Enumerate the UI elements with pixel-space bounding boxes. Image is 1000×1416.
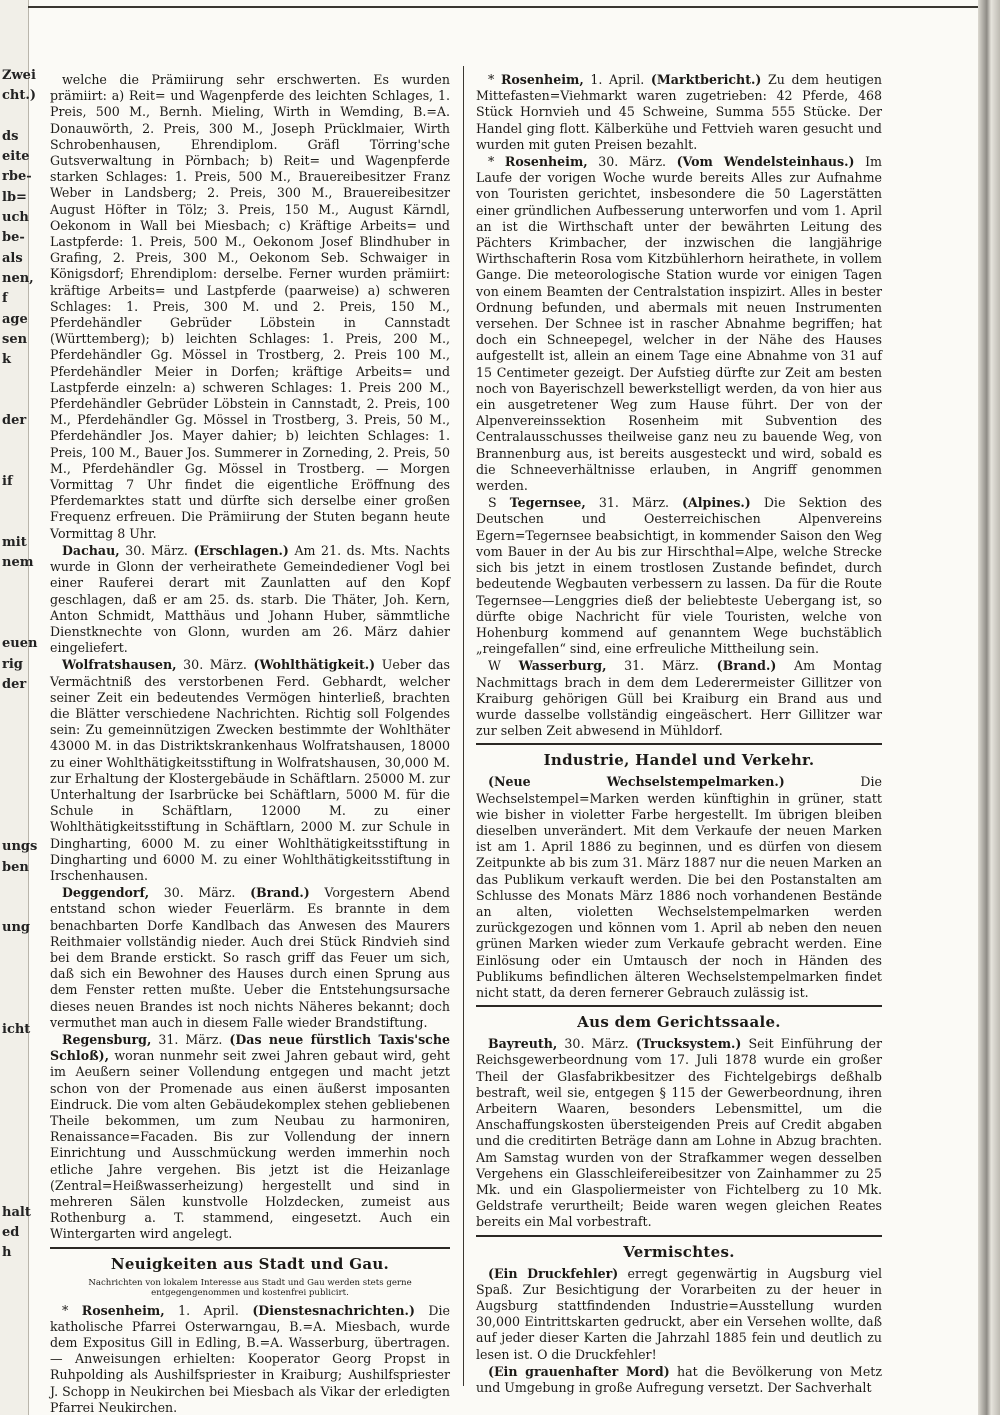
article-text: Die katholische Pfarrei Osterwarngau, B.=A. Miesbach, wurde dem Expositus Gill in Edling, B.=A. Wasserburg, übertragen. — Anweisungen erhielten: Kooperator Georg Propst in Ruhpolding als Aushilfspriester in Kraiburg; Aushilfspriester J. Schopp in Neukirchen bei Miesbach als Vikar der erledigten Pfarrei Neukirchen. [50, 1302, 450, 1415]
dateline-place: Wasserburg, [518, 658, 607, 674]
dateline-date: 30. März. [183, 657, 247, 673]
article-mark: W [488, 658, 501, 674]
dateline-date: 30. März. [564, 1036, 629, 1052]
dateline-date: 30. März. [125, 542, 188, 558]
dateline-date: 31. März. [598, 495, 669, 511]
article-text: Ueber das Vermächtniß des verstorbenen Ferd. Gebhardt, welcher seiner Zeit ein bedeutendes Vermögen hinterließ, brachten die Blätter verschiedene Nachrichten. Richtig soll Folgendes sein: Zu gemeinnützigen Zwecken bestimmte der Wohlthäter 43000 M. in das Distriktskrankenhaus Wolfratshausen, 18000 zu einer Wohlthätigkeitsstiftung in Wolfratshausen, 30,000 M. zur Erhaltung der Klostergebäude in Schäftlarn. 25000 M. zur Unterhaltung der Isarbrücke bei Schäftlarn, 5000 M. für die Schule in Schäftlarn, 12000 M. zu einer Wohlthätigkeitsstiftung in Schäftlarn, 2000 M. zur Schule in Dingharting, 6000 M. zu einer Wohlthätigkeitsstiftung in Dingharting und 6000 M. zu einer Wohlthätigkeitsstiftung in Irschenhausen. [50, 657, 451, 883]
article-topic: (Marktbericht.) [650, 72, 762, 87]
article-text: Am 21. ds. Mts. Nachts wurde in Glonn der verheirathete Gemeindediener Vogl bei einer Rauferei derart mit Zaunlatten auf den Kopf geschlagen, daß er am 25. ds. starb. Die Thäter, Joh. Kern, Anton Schmidt, Matthäus und Johann Huber, sämmtliche Dienstknechte von Glonn, wurden am 26. März dahier eingeliefert. [50, 542, 450, 656]
article-praemiirung-continued: welche die Prämiirung sehr erschwerten. Es wurden prämiirt: a) Reit= und Wagenpferde des leichten Schlages, 1. Preis, 500 M., Bernh. Mieling, Wirth in Wemding, B.=A. Donauwörth, 2. Preis, 300 M., Joseph Prücklmaier, Wirth Schrobenhausen, Ehrendiplom. Gräfl Törring'sche Gutsverwaltung in Pörnbach; b) Reit= und Wagenpferde starken Schlages: 1. Preis, 500 M., Brauereibesitzer Franz Weber in Landsberg; 2. Preis, 300 M., Brauereibesitzer August Höfter in Tölz; 3. Preis, 150 M., August Kärndl, Oekonom in Wall bei Miesbach; c) Kräftige Arbeits= und Lastpferde: 1. Preis, 500 M., Oekonom Josef Blindhuber in Grafing, 2. Preis, 300 M., Oekonom Seb. Schwaiger in Königsdorf; Ehrendiplom: derselbe. Ferner wurden prämiirt: kräftige Arbeits= und Lastpferde (paarweise) a) schweren Schlages: 1. Preis, 300 M. und 2. Preis, 150 M., Pferdehändler Gebrüder Löbstein in Cannstadt (Württemberg); b) leichten Schlages: 1. Preis, 200 M., Pferdehändler Gg. Mössel in Trostberg, 2. Preis 100 M., Pferdehändler Meier in Dorfen; kräftige Arbeits= und Lastpferde einzeln: a) schweren Schlages: 1. Preis 200 M., Pferdehändler Gebrüder Löbstein in Cannstadt, 2. Preis, 100 M., Pferdehändler Gg. Mössel in Trostberg, 3. Preis, 50 M., Pferdehändler Jos. Mayer dahier; b) leichten Schlages: 1. Preis, 100 M., Bauer Jos. Summerer in Zorneding, 2. Preis, 50 M., Pferdehändler Gg. Mössel in Trostberg. — Morgen Vormittag 7 Uhr findet die eigentliche Eröffnung des Pferdemarktes statt und dürfte sich derselbe einer großen Frequenz erfreuen. Die Prämiirung der Stuten begann heute Vormittag 8 Uhr. [50, 72, 450, 541]
page-binding-edge [978, 0, 1000, 1415]
article-text: Am Montag Nachmittags brach in dem dem Lederermeister Gillitzer von Kraiburg gehörigen Güll bei Kraiburg ein Brand aus und wurde dasselbe vollständig eingeäschert. Herr Gillitzer war zur selben Zeit abwesend in Mühldorf. [476, 658, 882, 739]
article-text: Vorgestern Abend entstand schon wieder Feuerlärm. Es brannte in dem benachbarten Dorfe Kandlbach das Anwesen des Maurers Reithmaier vollständig nieder. Auch drei Stück Rindvieh sind bei dem Brande erstickt. So rasch griff das Feuer um sich, daß sich ein Bewohner des Hauses durch einen Sprung aus dem Fenster retten mußte. Ueber die Entstehungsursache dieses neuen Brandes ist noch nichts Näheres bekannt; doch vermuthet man auch in diesem Falle wieder Brandstiftung. [50, 885, 450, 1030]
dateline-place: Deggendorf, [62, 885, 150, 901]
section-rule [476, 1005, 882, 1007]
article-topic: (Das neue fürstlich Taxis'sche Schloß), [50, 1031, 450, 1064]
article-deggendorf [50, 885, 450, 1031]
dateline-place: Tegernsee, [509, 495, 586, 511]
article-topic: (Brand.) [716, 658, 777, 674]
article-text: Die Wechselstempel=Marken werden künftighin in grüner, statt wie bisher in violetter Farbe hergestellt. Im übrigen bleiben dieselben unverändert. Mit dem Verkaufe der neuen Marken ist am 1. April 1886 zu beginnen, und es dürfen von diesem Zeitpunkte ab bis zum 31. März 1887 nur die neuen Marken an das Publikum verkauft werden. Die bei den Postanstalten am Schlusse des Monats März 1886 noch vorhandenen Bestände an alten, violetten Wechselstempelmarken werden zurückgezogen und können vom 1. April ab neben den neuen grünen Marken wieder zum Verkaufe gebracht werden. Eine Einlösung oder ein Umtausch der noch in Händen des Publikums befindlichen älteren Wechselstempelmarken findet nicht statt, da deren fernerer Gebrauch zulässig ist. [476, 774, 882, 1000]
dateline-date: 30. März. [598, 154, 666, 170]
article-druckfehler [476, 1266, 882, 1363]
dateline-place: Rosenheim, [81, 1302, 165, 1318]
dateline-date: 1. April. [178, 1302, 239, 1318]
article-topic: (Alpines.) [682, 495, 751, 511]
article-topic: (Ein grauenhafter Mord) [488, 1363, 670, 1379]
section-title-gerichtssaal: Aus dem Gerichtssaale. [577, 1013, 781, 1032]
article-mark: * [62, 1302, 69, 1318]
article-bayreuth [476, 1036, 882, 1230]
article-text: woran nunmehr seit zwei Jahren gebaut wird, geht im Aeußern seiner Vollendung entgegen und macht jetzt schon von der Promenade aus einen äußerst imposanten Eindruck. Die vom alten Gebäudekomplex stehen gebliebenen Theile bekommen, um zum Neubau zu harmoniren, Renaissance=Facaden. Bis zur Vollendung der innern Einrichtung und Ausschmückung werden immerhin noch etliche Jahre vergehen. Bis jetzt ist die Heizanlage (Zentral=Heißwasserheizung) hergestellt und sind in mehreren Sälen kunstvolle Holzdecken, zumeist aus Rothenburg a. T. stammend, eingesetzt. Auch ein Wintergarten wird angelegt. [50, 1048, 450, 1242]
article-rosenheim-dienst [50, 1303, 450, 1416]
dateline-place: Rosenheim, [500, 72, 584, 87]
article-regensburg [50, 1032, 450, 1243]
column-divider [463, 66, 464, 1386]
article-mord [476, 1364, 882, 1396]
article-text: erregt gegenwärtig in Augsburg viel Spaß. Zur Besichtigung der Vorarbeiten zu der heuer in Augsburg stattfindenden Industrie=Ausstellung wurden 30,000 Eintrittskarten gedruckt, aber ein Versehen wollte, daß auf jeder dieser Karten die Jahrzahl 1885 fein und deutlich zu lesen ist. O die Druckfehler! [476, 1265, 882, 1362]
previous-page-margin [0, 0, 38, 1415]
article-rosenheim-markt [476, 72, 882, 153]
article-mark: * [488, 72, 495, 87]
article-topic: (Brand.) [250, 885, 310, 901]
article-wolfratshausen [50, 657, 450, 884]
article-dachau [50, 543, 450, 656]
article-text: Zu dem heutigen Mittefasten=Viehmarkt waren zugetrieben: 42 Pferde, 468 Stück Hornvieh und 45 Schweine, Summa 555 Stücke. Der Handel ging flott. Kälberkühe und Fettvieh waren gesucht und wurden mit guten Preisen bezahlt. [476, 72, 882, 152]
article-topic: (Trucksystem.) [635, 1036, 742, 1052]
article-text: Die Sektion des Deutschen und Oesterreichischen Alpenvereins Egern=Tegernsee beabsichtigt, in kommender Saison den Weg vom Bauer in der Au bis zur Hirschthal=Alpe, welche Strecke sich bis jetzt in einem trostlosen Zustande befindet, durch bedeutende Wegbauten verbessern zu lassen. Da für die Route Tegernsee—Lenggries dieß der beliebteste Uebergang ist, so dürfte obige Nachricht für viele Touristen, welche von Hohenburg kommend auf genanntem Wege buchstäblich „reingefallen“ sind, eine erfreuliche Mittheilung sein. [476, 495, 882, 657]
dateline-place: Bayreuth, [488, 1036, 558, 1052]
left-column [50, 72, 451, 1415]
right-column [476, 72, 882, 1396]
article-mark: * [488, 154, 495, 170]
dateline-place: Dachau, [62, 542, 120, 558]
dateline-date: 1. April. [590, 72, 645, 87]
dateline-place: Wolfratshausen, [62, 657, 177, 673]
dateline-date: 31. März. [158, 1031, 223, 1047]
article-text: Im Laufe der vorigen Woche wurde bereits Alles zur Aufnahme von Touristen gerichtet, insbesondere die 50 Lagerstätten einer gründlichen Aufbesserung unterworfen und vom 1. April an ist die Wirthschaft unter der bewährten Leitung des Pächters Krimbacher, der inzwischen die langjährige Wirthschafterin Rosa vom Kitzbühlerhorn heirathete, in vollem Gange. Die meteorologische Station wurde vor einigen Tagen von einem Beamten der Centralstation inspizirt. Alles in bester Ordnung befunden, und abermals mit neuen Instrumenten versehen. Der Schnee ist in rascher Abnahme begriffen; hat doch ein Schneepegel, welcher in der Nähe des Hauses aufgestellt ist, allein an einem Tage eine Abnahme von 31 auf 15 Centimeter gezeigt. Der Aufstieg dürfte zur Zeit am besten noch von Bayerischzell bewerkstelligt werden, da von hier aus ein ausgetretener Weg zum Hause führt. Der von der Alpenvereinssektion Rosenheim mit Subvention des Centralausschusses theilweise ganz neu zu bauende Weg, von Brannenburg aus, ist bereits ausgesteckt und wird, sobald es die Schneeverhältnisse erlauben, in Angriff genommen werden. [476, 154, 882, 494]
article-wechselstempelmarken [476, 774, 882, 1001]
top-rule [28, 6, 978, 8]
section-title-industrie: Industrie, Handel und Verkehr. [543, 751, 815, 770]
dateline-place: Rosenheim, [504, 154, 588, 170]
article-topic: (Dienstesnachrichten.) [252, 1302, 415, 1318]
article-topic: (Neue Wechselstempelmarken.) [488, 774, 785, 790]
section-rule [476, 1235, 882, 1237]
article-text: Seit Einführung der Reichsgewerbeordnung vom 17. Juli 1878 wurde ein großer Theil der Glasfabrikbesitzer des Fichtelgebirgs deßhalb bestraft, weil sie, entgegen § 115 der Gewerbeordnung, ihren Arbeitern Waaren, besonders Lebensmittel, um die Anschaffungskosten übersteigenden Preis auf Credit abgaben und die creditirten Beträge dann am Lohne in Abzug brachten. Am Samstag wurden von der Strafkammer wegen desselben Vergehens ein Glasschleifereibesitzer von Zainhammer zu 25 Mk. und ein Glaspoliermeister von Fichtelberg zu 10 Mk. Geldstrafe verurtheilt; Beide waren wegen gleichen Reates bereits ein Mal vorbestraft. [476, 1036, 882, 1230]
section-rule [50, 1247, 450, 1249]
dateline-date: 30. März. [163, 885, 236, 901]
article-tegernsee [476, 495, 882, 657]
article-topic: (Erschlagen.) [193, 542, 289, 558]
section-title-vermischtes: Vermischtes. [623, 1242, 735, 1261]
article-topic: (Ein Druckfehler) [488, 1265, 619, 1281]
dateline-place: Regensburg, [62, 1031, 152, 1047]
previous-page-text-fragments: Zwei cht.) ds eite rbe- lb= uch be- als nen, f age sen k der if mit nem euen rig der ungs ben ung icht halt ed h [2, 68, 38, 1261]
section-title-neuigkeiten: Neuigkeiten aus Stadt und Gau. [110, 1254, 390, 1273]
article-mark: S [488, 495, 497, 511]
dateline-date: 31. März. [624, 658, 699, 674]
article-topic: (Wohlthätigkeit.) [253, 657, 376, 673]
article-topic: (Vom Wendelsteinhaus.) [676, 154, 855, 170]
section-subtitle: Nachrichten von lokalem Interesse aus Stadt und Gau werden stets gerne entgegengenommen und kostenfrei publicirt. [88, 1277, 412, 1298]
article-text: hat die Bevölkerung von Metz und Umgebung in große Aufregung versetzt. Der Sachverhalt [476, 1363, 882, 1396]
article-wasserburg [476, 658, 882, 739]
article-rosenheim-wendelstein [476, 154, 882, 494]
section-rule [476, 743, 882, 745]
